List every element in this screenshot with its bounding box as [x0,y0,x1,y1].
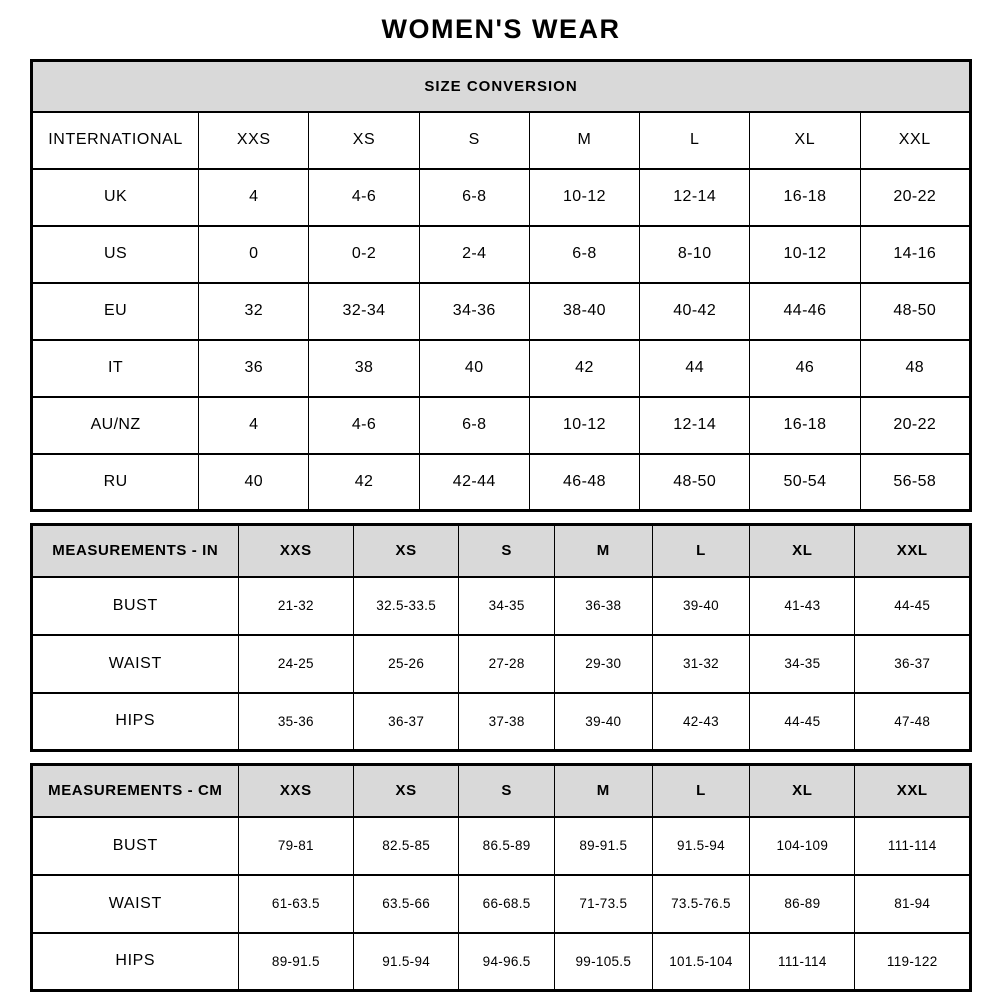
row-label-waist: WAIST [32,875,239,933]
table-row-eu [32,283,971,340]
measure-cell: 94-96.5 [459,933,555,991]
table-row-ru [32,454,971,511]
row-label-ru: RU [32,454,199,511]
measure-cell: 41-43 [750,577,855,635]
size-cell: 40 [199,454,309,511]
measure-cell: 35-36 [238,693,353,751]
measure-cell: 91.5-94 [652,817,750,875]
size-cell: 56-58 [860,454,970,511]
row-label-uk: UK [32,169,199,226]
size-header-xxs: XXS [238,765,353,817]
measure-cell: 39-40 [555,693,653,751]
measurements-in-header: MEASUREMENTS - IN [32,525,239,577]
size-header-xs: XS [354,525,459,577]
measure-cell: 82.5-85 [354,817,459,875]
size-cell: 14-16 [860,226,970,283]
measurements-cm-header-row [32,765,971,817]
measure-cell: 31-32 [652,635,750,693]
size-cell: 46 [750,340,860,397]
size-header-m: M [555,525,653,577]
measurements-in-table [30,523,972,752]
column-header-xs: XS [309,112,419,169]
measure-cell: 36-37 [354,693,459,751]
measure-cell: 66-68.5 [459,875,555,933]
size-cell: 40 [419,340,529,397]
measure-cell: 36-38 [555,577,653,635]
measurements-in-header-row [32,525,971,577]
size-cell: 40-42 [640,283,750,340]
measurements-cm-table [30,763,972,992]
measure-cell: 27-28 [459,635,555,693]
size-cell: 36 [199,340,309,397]
measure-cell: 25-26 [354,635,459,693]
size-cell: 2-4 [419,226,529,283]
measure-cell: 91.5-94 [354,933,459,991]
size-cell: 8-10 [640,226,750,283]
size-header-m: M [555,765,653,817]
size-header-xl: XL [750,525,855,577]
row-label-us: US [32,226,199,283]
size-header-s: S [459,525,555,577]
column-header-xxs: XXS [199,112,309,169]
size-cell: 0-2 [309,226,419,283]
size-cell: 6-8 [419,397,529,454]
column-header-s: S [419,112,529,169]
row-label-bust: BUST [32,817,239,875]
size-cell: 4-6 [309,169,419,226]
measure-cell: 24-25 [238,635,353,693]
size-cell: 6-8 [419,169,529,226]
size-cell: 20-22 [860,169,970,226]
page-title: WOMEN'S WEAR [381,14,621,44]
size-conversion-banner-row [32,61,971,112]
column-header-xl: XL [750,112,860,169]
size-cell: 10-12 [529,397,639,454]
size-cell: 42-44 [419,454,529,511]
size-cell: 10-12 [529,169,639,226]
size-cell: 46-48 [529,454,639,511]
row-label-hips: HIPS [32,933,239,991]
table-row-us [32,226,971,283]
size-header-xxl: XXL [855,765,971,817]
size-conversion-header: SIZE CONVERSION [32,61,971,112]
size-cell: 0 [199,226,309,283]
measure-cell: 111-114 [750,933,855,991]
size-cell: 32-34 [309,283,419,340]
size-cell: 12-14 [640,169,750,226]
row-label-aunz: AU/NZ [32,397,199,454]
measure-cell: 44-45 [750,693,855,751]
measure-cell: 79-81 [238,817,353,875]
table-row-aunz [32,397,971,454]
measure-cell: 86-89 [750,875,855,933]
measure-cell: 86.5-89 [459,817,555,875]
size-cell: 48-50 [860,283,970,340]
table-row-hips-cm [32,933,971,991]
table-row-bust-in [32,577,971,635]
size-cell: 38 [309,340,419,397]
size-cell: 32 [199,283,309,340]
size-header-l: L [652,765,750,817]
measure-cell: 89-91.5 [238,933,353,991]
size-cell: 10-12 [750,226,860,283]
size-cell: 48 [860,340,970,397]
size-cell: 42 [529,340,639,397]
measure-cell: 21-32 [238,577,353,635]
row-label-hips: HIPS [32,693,239,751]
size-cell: 4 [199,169,309,226]
measure-cell: 89-91.5 [555,817,653,875]
size-cell: 16-18 [750,397,860,454]
size-header-xxl: XXL [855,525,971,577]
row-label-it: IT [32,340,199,397]
size-conversion-table [30,59,972,512]
size-header-xl: XL [750,765,855,817]
measure-cell: 101.5-104 [652,933,750,991]
size-conversion-columns-row [32,112,971,169]
size-cell: 12-14 [640,397,750,454]
table-row-waist-in [32,635,971,693]
measure-cell: 104-109 [750,817,855,875]
measure-cell: 119-122 [855,933,971,991]
size-cell: 4 [199,397,309,454]
size-cell: 44-46 [750,283,860,340]
size-cell: 6-8 [529,226,639,283]
size-cell: 20-22 [860,397,970,454]
measure-cell: 36-37 [855,635,971,693]
measure-cell: 34-35 [459,577,555,635]
measure-cell: 63.5-66 [354,875,459,933]
measurements-cm-header: MEASUREMENTS - CM [32,765,239,817]
measure-cell: 61-63.5 [238,875,353,933]
measure-cell: 81-94 [855,875,971,933]
size-header-l: L [652,525,750,577]
table-row-uk [32,169,971,226]
measure-cell: 39-40 [652,577,750,635]
size-cell: 50-54 [750,454,860,511]
measure-cell: 73.5-76.5 [652,875,750,933]
measure-cell: 44-45 [855,577,971,635]
column-header-xxl: XXL [860,112,970,169]
size-cell: 16-18 [750,169,860,226]
row-label-eu: EU [32,283,199,340]
measure-cell: 34-35 [750,635,855,693]
measure-cell: 29-30 [555,635,653,693]
column-header-international: INTERNATIONAL [32,112,199,169]
size-cell: 34-36 [419,283,529,340]
row-label-bust: BUST [32,577,239,635]
measure-cell: 37-38 [459,693,555,751]
size-cell: 44 [640,340,750,397]
size-cell: 4-6 [309,397,419,454]
size-header-xxs: XXS [238,525,353,577]
measure-cell: 111-114 [855,817,971,875]
row-label-waist: WAIST [32,635,239,693]
table-row-waist-cm [32,875,971,933]
measure-cell: 32.5-33.5 [354,577,459,635]
size-cell: 42 [309,454,419,511]
size-cell: 38-40 [529,283,639,340]
measure-cell: 47-48 [855,693,971,751]
size-header-xs: XS [354,765,459,817]
column-header-l: L [640,112,750,169]
measure-cell: 71-73.5 [555,875,653,933]
table-row-it [32,340,971,397]
size-header-s: S [459,765,555,817]
measure-cell: 42-43 [652,693,750,751]
column-header-m: M [529,112,639,169]
measure-cell: 99-105.5 [555,933,653,991]
table-row-bust-cm [32,817,971,875]
size-cell: 48-50 [640,454,750,511]
table-row-hips-in [32,693,971,751]
